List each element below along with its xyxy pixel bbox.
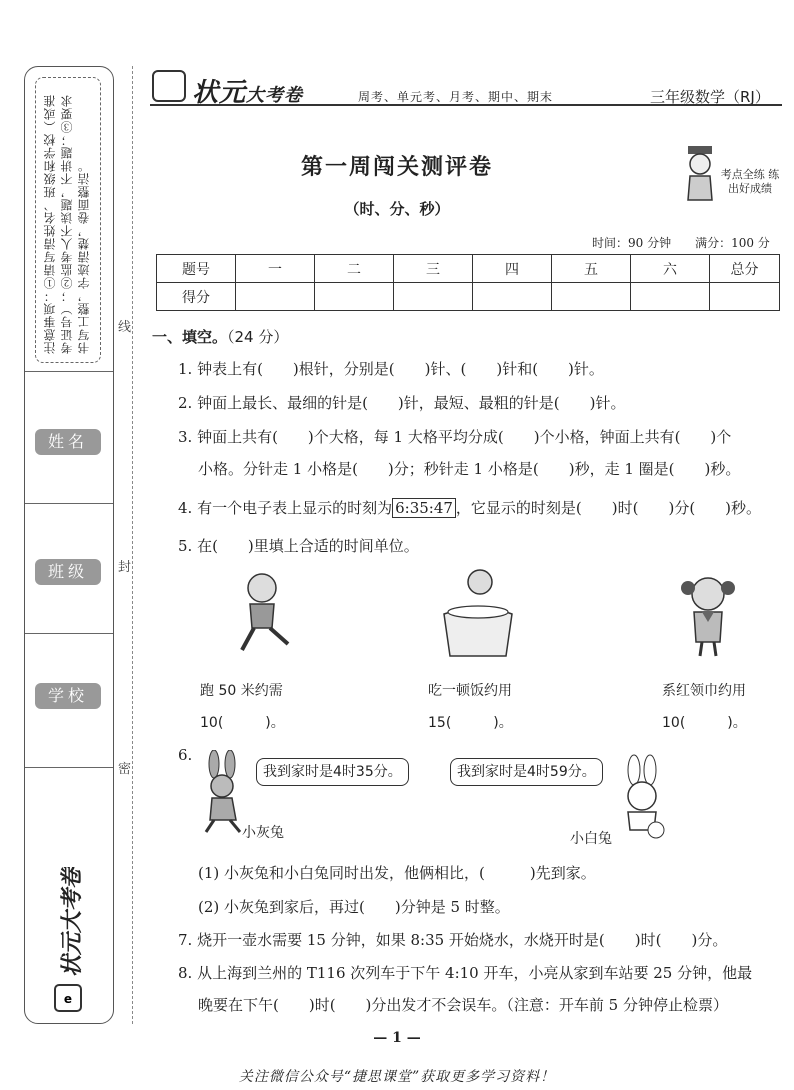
header-rule (150, 104, 782, 106)
page-title: 第一周闯关测评卷 (300, 155, 493, 180)
scholar-mascot-icon (682, 144, 718, 204)
speech-bubble-gray-rabbit: 我到家时是4时35分。 (256, 758, 409, 786)
girl-red-scarf-icon (678, 572, 738, 658)
name-field-label: 姓名 (35, 429, 101, 455)
sidebar-divider (25, 371, 113, 372)
table-row (157, 255, 780, 283)
cut-char-seal: 封 (118, 560, 132, 575)
score-input-cell[interactable] (631, 283, 710, 311)
table-cell: 二 (315, 255, 394, 283)
score-input-cell[interactable] (236, 283, 315, 311)
sidebar-divider (25, 767, 113, 768)
brand-small: 大考卷 (246, 85, 304, 106)
question-6-part1: (1) 小灰兔和小白兔同时出发，他俩相比，( )先到家。 (198, 864, 596, 882)
question-1: 1. 钟表上有( )根针，分别是( )针、( )针和( )针。 (178, 360, 604, 378)
question-4 (178, 497, 761, 518)
table-cell: 三 (394, 255, 473, 283)
table-cell: 总分 (710, 255, 780, 283)
table-cell: 一 (236, 255, 315, 283)
page-subtitle: （时、分、秒） (344, 200, 450, 218)
q5-blank-eat: 15( )。 (428, 715, 513, 731)
table-cell: 五 (552, 255, 631, 283)
score-input-cell[interactable] (552, 283, 631, 311)
brand-main: 状元 (192, 78, 247, 108)
sidebar-logo-text: 状元大考卷 (60, 867, 85, 977)
question-6-number: 6. (178, 746, 193, 764)
sidebar-divider (25, 503, 113, 504)
table-cell: 得分 (157, 283, 236, 311)
question-5: 5. 在( )里填上合适的时间单位。 (178, 537, 419, 555)
table-cell: 题号 (157, 255, 236, 283)
white-rabbit-name: 小白兔 (570, 831, 612, 847)
table-cell: 六 (631, 255, 710, 283)
score-input-cell[interactable] (710, 283, 780, 311)
footer-note: 关注微信公众号“捷思课堂”获取更多学习资料！ (238, 1069, 556, 1085)
table-row (157, 283, 780, 311)
notice-text: 注意事项：①请写清姓名、班级和学校（或准考证号）；②监考人不读题，不讲题；③要求书写工整，字迹清楚，卷面整洁。 (43, 94, 91, 354)
eating-boy-icon (440, 566, 516, 660)
q5-blank-scarf: 10( )。 (662, 715, 747, 731)
score-input-cell[interactable] (394, 283, 473, 311)
running-boy-icon (232, 570, 296, 656)
notice-box (35, 77, 101, 363)
cut-char-dense: 密 (118, 762, 132, 777)
grade-label: 三年级数学（RJ） (650, 88, 770, 106)
question-6-part2: (2) 小灰兔到家后，再过( )分钟是 5 时整。 (198, 898, 510, 916)
school-field-label: 学校 (35, 683, 101, 709)
mascot-badge: 考点全练 练出好成绩 (720, 168, 780, 195)
question-8-line1: 8. 从上海到兰州的 T116 次列车于下午 4:10 开车，小亮从家到车站要 25 分钟，他最 (178, 964, 753, 982)
q5-blank-run: 10( )。 (200, 715, 285, 731)
score-input-cell[interactable] (315, 283, 394, 311)
sidebar-brand-logo (43, 867, 93, 1017)
q5-label-scarf: 系红领巾约用 (662, 683, 746, 699)
svg-text:e: e (63, 992, 73, 1006)
page-number: — 1 — (373, 1030, 421, 1046)
score-table (156, 254, 780, 311)
digital-clock-readout: 6:35:47 (392, 498, 456, 518)
time-info: 时间：90 分钟 满分：100 分 (592, 236, 770, 250)
table-cell: 四 (473, 255, 552, 283)
score-input-cell[interactable] (473, 283, 552, 311)
question-3-line2: 小格。分针走 1 小格是( )分；秒针走 1 小格是( )秒，走 1 圈是( )秒。 (198, 460, 741, 478)
question-7: 7. 烧开一壶水需要 15 分钟，如果 8:35 开始烧水，水烧开时是( )时( )分。 (178, 931, 728, 949)
q5-label-run: 跑 50 米约需 (200, 683, 283, 699)
publisher-logo-icon (152, 70, 186, 102)
sidebar-divider (25, 633, 113, 634)
header-tagline: 周考、单元考、月考、期中、期末 (358, 90, 554, 104)
section-heading (152, 326, 288, 347)
class-field-label: 班级 (35, 559, 101, 585)
section-points: （24 分） (227, 328, 289, 346)
cut-char-line: 线 (118, 320, 132, 335)
question-4-post: ，它显示的时刻是( )时( )分( )秒。 (455, 499, 762, 517)
question-8-line2: 晚要在下午( )时( )分出发才不会误车。（注意：开车前 5 分钟停止检票） (198, 996, 728, 1014)
white-rabbit-icon (608, 754, 672, 842)
q5-label-eat: 吃一顿饭约用 (428, 683, 512, 699)
speech-bubble-white-rabbit: 我到家时是4时59分。 (450, 758, 603, 786)
gray-rabbit-name: 小灰兔 (242, 825, 284, 841)
section-title: 一、填空。 (152, 328, 228, 346)
question-4-pre: 4. 有一个电子表上显示的时刻为 (178, 499, 393, 517)
question-3-line1: 3. 钟面上共有( )个大格，每 1 大格平均分成( )个小格，钟面上共有( )个 (178, 428, 732, 446)
question-2: 2. 钟面上最长、最细的针是( )针，最短、最粗的针是( )针。 (178, 394, 626, 412)
